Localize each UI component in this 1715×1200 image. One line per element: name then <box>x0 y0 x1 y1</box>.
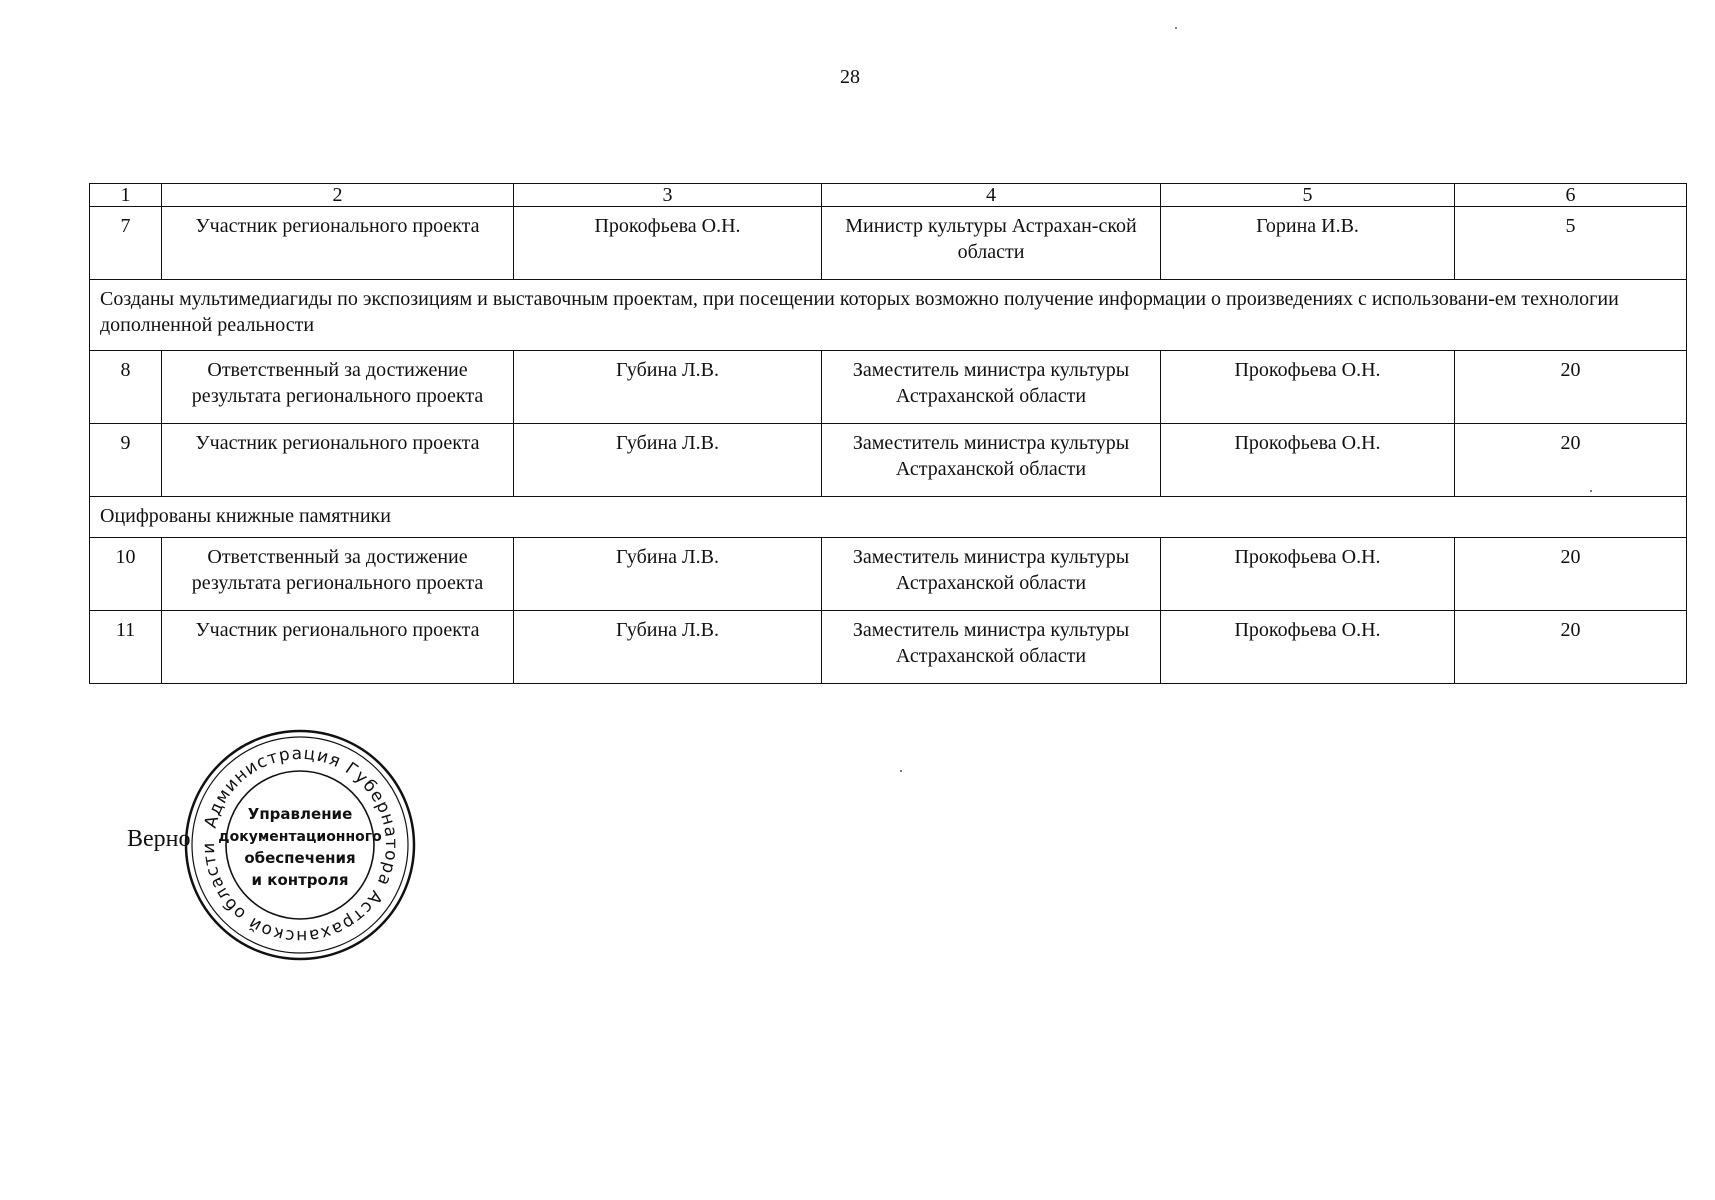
row-number-cell: 9 <box>90 424 162 497</box>
position-cell: Министр культуры Астрахан-ской области <box>822 207 1161 280</box>
seal-second-ring <box>192 737 408 953</box>
role-cell: Ответственный за достижение результата регионального проекта <box>162 351 514 424</box>
share-cell: 20 <box>1455 424 1687 497</box>
person-cell: Губина Л.В. <box>514 351 822 424</box>
person-cell: Губина Л.В. <box>514 538 822 611</box>
column-number-3: 3 <box>514 184 822 207</box>
position-cell: Заместитель министра культуры Астраханской области <box>822 351 1161 424</box>
section-row <box>90 497 1687 538</box>
role-cell: Участник регионального проекта <box>162 611 514 684</box>
table-row <box>90 538 1687 611</box>
row-number-cell: 7 <box>90 207 162 280</box>
supervisor-cell: Прокофьева О.Н. <box>1161 351 1455 424</box>
column-number-1: 1 <box>90 184 162 207</box>
supervisor-cell: Прокофьева О.Н. <box>1161 611 1455 684</box>
supervisor-cell: Прокофьева О.Н. <box>1161 538 1455 611</box>
section-heading: Оцифрованы книжные памятники <box>90 497 1687 538</box>
scan-speck <box>1590 490 1592 492</box>
position-cell: Заместитель министра культуры Астраханской области <box>822 611 1161 684</box>
row-number-cell: 10 <box>90 538 162 611</box>
section-row <box>90 280 1687 351</box>
supervisor-cell: Прокофьева О.Н. <box>1161 424 1455 497</box>
table-row <box>90 611 1687 684</box>
role-cell: Участник регионального проекта <box>162 207 514 280</box>
seal-outer-text: Администрация Губернатора Астраханской области <box>198 743 402 947</box>
supervisor-cell: Горина И.В. <box>1161 207 1455 280</box>
share-cell: 20 <box>1455 611 1687 684</box>
role-cell: Ответственный за достижение результата регионального проекта <box>162 538 514 611</box>
table-row <box>90 424 1687 497</box>
position-cell: Заместитель министра культуры Астраханской области <box>822 424 1161 497</box>
seal-center-line: документационного <box>218 829 382 845</box>
table-row <box>90 207 1687 280</box>
share-cell: 20 <box>1455 351 1687 424</box>
seal-outer-ring <box>186 731 414 959</box>
share-cell: 20 <box>1455 538 1687 611</box>
table-row <box>90 351 1687 424</box>
row-number-cell: 8 <box>90 351 162 424</box>
person-cell: Губина Л.В. <box>514 424 822 497</box>
seal-inner-ring <box>226 771 374 919</box>
page-number: 28 <box>840 66 860 88</box>
table-header-row <box>90 184 1687 207</box>
seal-center-line: обеспечения <box>244 849 356 867</box>
responsibility-table <box>89 183 1687 684</box>
column-number-6: 6 <box>1455 184 1687 207</box>
seal-center-text <box>218 805 382 889</box>
person-cell: Прокофьева О.Н. <box>514 207 822 280</box>
position-cell: Заместитель министра культуры Астраханской области <box>822 538 1161 611</box>
scan-speck <box>1175 27 1177 29</box>
role-cell: Участник регионального проекта <box>162 424 514 497</box>
seal-center-line: Управление <box>247 805 353 823</box>
signature-label: Верно <box>127 826 191 852</box>
row-number-cell: 11 <box>90 611 162 684</box>
scan-speck <box>900 770 902 772</box>
column-number-4: 4 <box>822 184 1161 207</box>
official-seal <box>182 727 418 963</box>
seal-center-line: и контроля <box>251 871 349 889</box>
section-heading: Созданы мультимедиагиды по экспозициям и выставочным проектам, при посещении которых возможно получение информации о произведениях с использовани-ем технологии дополненной реальности <box>90 280 1687 351</box>
seal-graphic <box>182 727 418 963</box>
share-cell: 5 <box>1455 207 1687 280</box>
person-cell: Губина Л.В. <box>514 611 822 684</box>
column-number-2: 2 <box>162 184 514 207</box>
column-number-5: 5 <box>1161 184 1455 207</box>
